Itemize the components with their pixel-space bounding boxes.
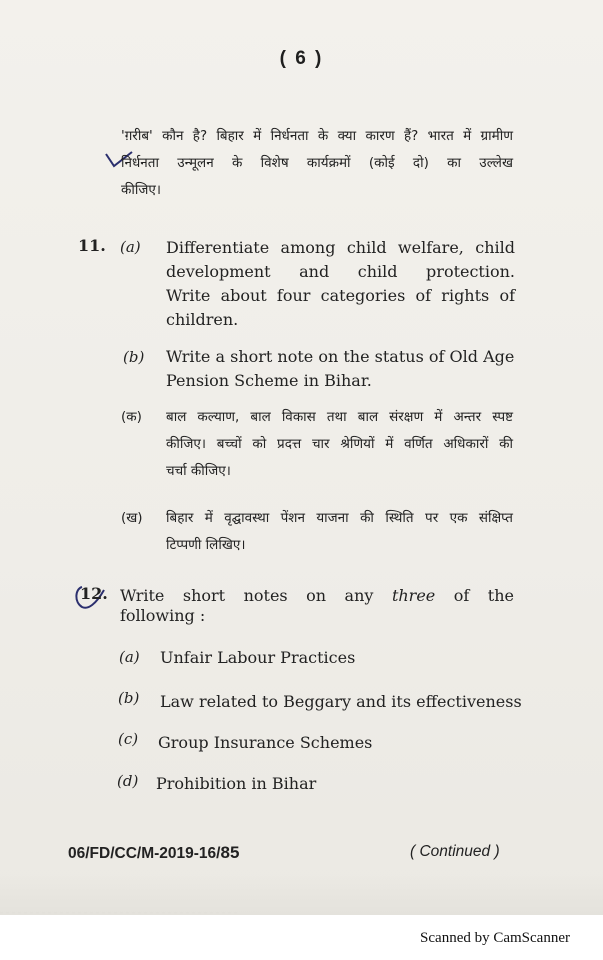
q11-ka-line-3: चर्चा कीजिए। xyxy=(166,463,231,479)
q12-number: 12. xyxy=(80,584,108,603)
q11-kha-label: (ख) xyxy=(121,510,143,526)
q11a-line-1: Differentiate among child welfare, child xyxy=(166,238,515,257)
continued-label: ( Continued ) xyxy=(410,843,500,860)
q11-kha-text xyxy=(166,505,513,532)
q10-hindi-line-2: निर्धनता उन्मूलन के विशेष कार्यक्रमों (कोई दो) का उल्लेख xyxy=(121,155,513,171)
q12a-label: (a) xyxy=(119,648,140,666)
q12-three-emphasis: three xyxy=(391,586,436,605)
q11a-line-4: children. xyxy=(166,310,239,329)
q12c-label: (c) xyxy=(118,730,139,748)
q11b-line-2: Pension Scheme in Bihar. xyxy=(166,371,372,390)
q10-hindi-line-3: कीजिए। xyxy=(121,182,161,198)
q12b-text: Law related to Beggary and its effectiveness xyxy=(160,692,522,711)
q11-number: 11. xyxy=(78,236,106,255)
q11b-line-1: Write a short note on the status of Old Age xyxy=(166,347,515,366)
q12-line-2: following : xyxy=(120,606,206,625)
q12-line-1: Write short notes on any three of the xyxy=(120,586,514,605)
q11-ka-label: (क) xyxy=(121,409,142,425)
q11a-line-3: Write about four categories of rights of xyxy=(166,286,515,305)
q11-kha-line-1: बिहार में वृद्घावस्था पेंशन याजना की स्थिति पर एक संक्षिप्त xyxy=(166,510,513,526)
q11a-label: (a) xyxy=(120,238,141,256)
q11-ka-line-2: कीजिए। बच्चों को प्रदत्त चार श्रेणियों में वर्णित अधिकारों की xyxy=(166,436,513,452)
q11a-text xyxy=(166,236,515,308)
paper-code-number: 85 xyxy=(220,843,240,862)
paper-code: 06/FD/CC/M-2019-16/85 xyxy=(68,843,240,862)
q12d-label: (d) xyxy=(117,772,139,790)
q12a-text: Unfair Labour Practices xyxy=(160,648,356,667)
q10-hindi-line-1: 'ग़रीब' कौन है? बिहार में निर्धनता के क्या कारण हैं? भारत में ग्रामीण xyxy=(121,128,513,144)
q11b-label: (b) xyxy=(123,348,145,366)
camscanner-watermark: Scanned by CamScanner xyxy=(420,930,570,946)
q11-ka-text xyxy=(166,404,513,458)
page-number: ( 6 ) xyxy=(279,48,324,69)
q11-ka-line-1: बाल कल्याण, बाल विकास तथा बाल संरक्षण में अन्तर स्पष्ट xyxy=(166,409,513,425)
q10-hindi-text xyxy=(121,123,513,177)
q12d-text: Prohibition in Bihar xyxy=(156,774,317,793)
q11a-line-2: development and child protection. xyxy=(166,262,515,281)
q12c-text: Group Insurance Schemes xyxy=(158,733,373,752)
q12b-label: (b) xyxy=(118,689,140,707)
q11-kha-line-2: टिप्पणी लिखिए। xyxy=(166,537,246,553)
